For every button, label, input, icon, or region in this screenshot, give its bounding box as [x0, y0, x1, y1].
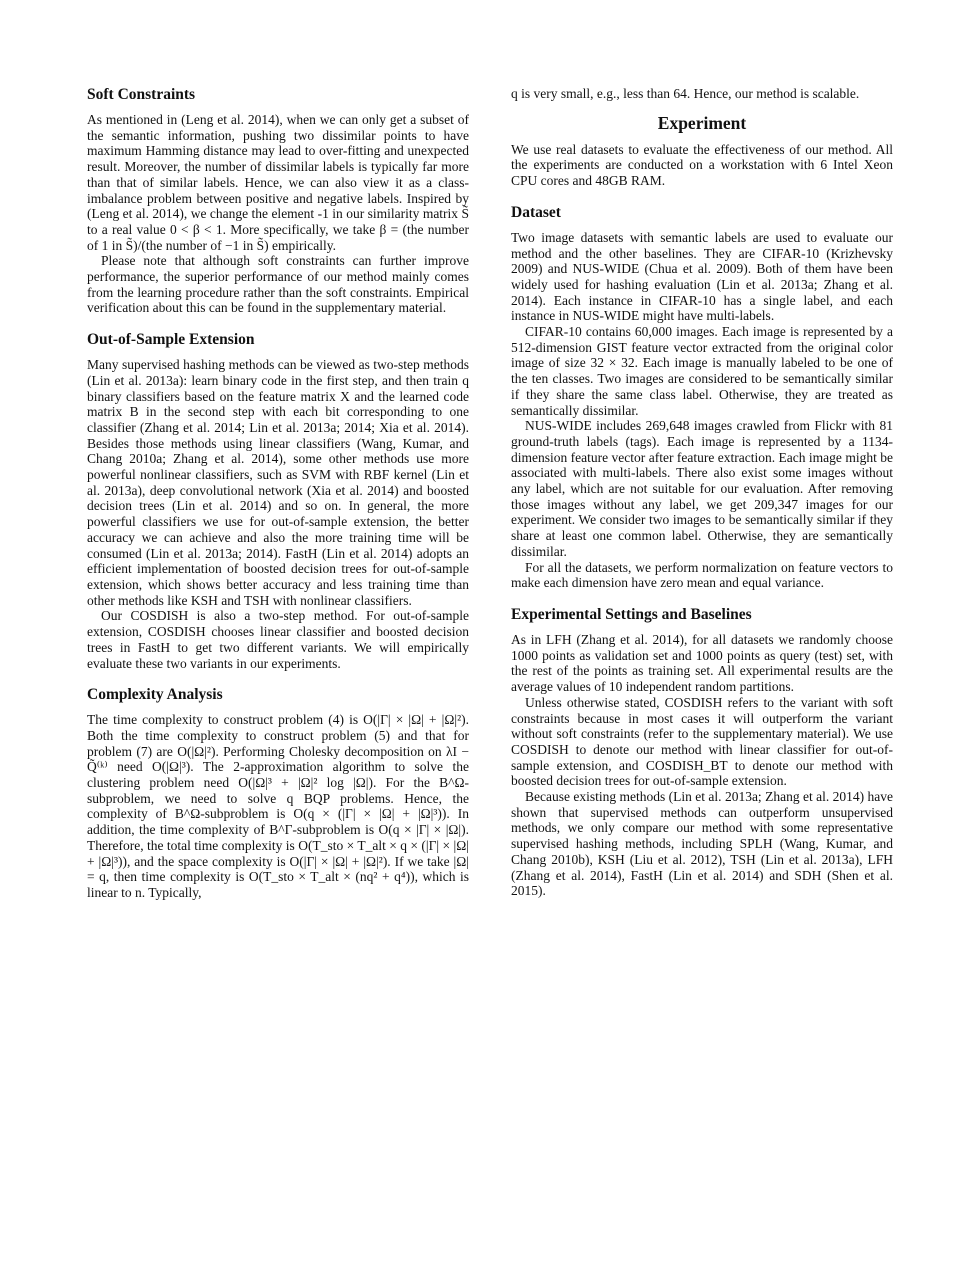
paragraph: CIFAR-10 contains 60,000 images. Each image is represented by a 512-dimension GIST feature vector extracted from the original color image of size 32 × 32. Each image is manually labeled to be one of the ten classes. Two images are considered to be semantically similar if they share the same class label. Otherwise, they are treated as semantically dissimilar.: [511, 324, 893, 418]
section-title-soft-constraints: Soft Constraints: [87, 86, 196, 103]
paragraph: q is very small, e.g., less than 64. Hence, our method is scalable.: [511, 86, 860, 101]
paragraph: As in LFH (Zhang et al. 2014), for all datasets we randomly choose 1000 points as validation set and 1000 points as query (test) set, with the rest of the points as training set. All experimental results are the average values of 10 independent random partitions.: [511, 631, 893, 695]
right-column: [511, 86, 893, 899]
paragraph: Two image datasets with semantic labels are used to evaluate our method and the other baselines. They are CIFAR-10 (Krizhevsky 2009) and NUS-WIDE (Chua et al. 2009). Both of them have been widely used for hashing evaluation (Lin et al. 2013a; Zhang et al. 2014). Each instance in CIFAR-10 has a single label, and each instance in NUS-WIDE might have multi-labels.: [511, 229, 893, 324]
section-title-dataset: Dataset: [511, 203, 561, 221]
paragraph: For all the datasets, we perform normalization on feature vectors to make each dimension have zero mean and equal variance.: [511, 559, 893, 591]
paragraph: Please note that although soft constraints can further improve performance, the superior performance of our method mainly comes from the learning procedure rather than the soft constraints. Empirical verification about this can be found in the supplementary material.: [87, 253, 469, 316]
paragraph: Unless otherwise stated, COSDISH refers to the variant with soft constraints because in most cases it will outperform the variant without soft constraints (refer to the supplementary material). We use COSDISH to denote our method with linear classifier for out-of-sample extension, and COSDISH_BT to denote our method with boosted decision trees for out-of-sample extension.: [511, 694, 893, 789]
paragraph: As mentioned in (Leng et al. 2014), when we can only get a subset of the semantic information, pushing two dissimilar points to have maximum Hamming distance may lead to over-fitting and unexpected result. Moreover, the number of dissimilar labels is typically far more than that of similar labels. Hence, we can also view it as a class-imbalance problem between positive and negative labels. Inspired by (Leng et al. 2014), we change the element -1 in our similarity matrix S̃ to a real value 0 < β < 1. More specifically, we take β = (the number of 1 in S̃)/(the number of −1 in S̃) empirically.: [87, 112, 469, 253]
section-title-out-of-sample: Out-of-Sample Extension: [87, 331, 255, 349]
paragraph: Many supervised hashing methods can be viewed as two-step methods (Lin et al. 2013a): learn binary code in the first step, and then train q binary classifiers based on the feature matrix X and the learned code matrix B in the second step with each bit corresponding to one classifier (Zhang et al. 2014; Lin et al. 2013a; 2014; Xia et al. 2014). Besides those methods using linear classifiers (Wang, Kumar, and Chang 2010a; Zhang et al. 2014), some other methods use more powerful nonlinear classifiers, such as SVM with RBF kernel (Lin et al. 2013a), deep convolutional network (Xia et al. 2014) and boosted decision trees (Lin et al. 2014) and so on. In general, the more powerful classifiers we use for out-of-sample extension, the better accuracy we can achieve and also the more training time will be consumed (Lin et al. 2013a; 2014). FastH (Lin et al. 2014) adopts an efficient implementation of boosted decision trees for out-of-sample extension, which shows better accuracy and less training time than other methods like KSH and TSH with nonlinear classifiers.: [87, 357, 469, 608]
section-title-settings: Experimental Settings and Baselines: [511, 605, 752, 623]
section-title-experiment: Experiment: [657, 112, 747, 133]
paragraph: Our COSDISH is also a two-step method. For out-of-sample extension, COSDISH chooses linear classifier and boosted decision trees in FastH to get two different variants. We will empirically evaluate these two variants in our experiments.: [87, 608, 469, 671]
section-title-complexity: Complexity Analysis: [87, 686, 223, 704]
paragraph: NUS-WIDE includes 269,648 images crawled from Flickr with 81 ground-truth labels (tags). Each image is represented by a 1134-dimension feature vector after feature extraction. Each image might be associated with multi-labels. There also exist some images without any label, which are not suitable for our evaluation. After removing those images without any label, we get 209,347 images for our experiment. We consider two images to be semantically similar if they share at least one common label. Otherwise, they are semantically dissimilar.: [511, 418, 893, 559]
paragraph: We use real datasets to evaluate the effectiveness of our method. All the experiments are conducted on a workstation with 6 Intel Xeon CPU cores and 48GB RAM.: [511, 141, 893, 189]
paragraph: Because existing methods (Lin et al. 2013a; Zhang et al. 2014) have shown that supervised methods can outperform unsupervised methods, we only compare our method with some representative supervised hashing methods, including SPLH (Wang, Kumar, and Chang 2010b), KSH (Liu et al. 2012), TSH (Lin et al. 2013a), LFH (Zhang et al. 2014), FastH (Lin et al. 2014) and SDH (Shen et al. 2015).: [511, 789, 893, 899]
paragraph: The time complexity to construct problem (4) is O(|Γ| × |Ω| + |Ω|²). Both the time complexity to construct problem (5) and that for problem (7) are O(|Ω|²). Performing Cholesky decomposition on λI − Q̃⁽ᵏ⁾ need O(|Ω|³). The 2-approximation algorithm to solve the clustering problem need O(|Ω|³ + |Ω|² log |Ω|). For the B^Ω-subproblem, we need to solve q BQP problems. Hence, the complexity of B^Ω-subproblem is O(q × (|Γ| × |Ω| + |Ω|³)). In addition, the time complexity of B^Γ-subproblem is O(q × |Γ| × |Ω|). Therefore, the total time complexity is O(T_sto × T_alt × q × (|Γ| × |Ω| + |Ω|³)), and the space complexity is O(|Γ| × |Ω| + |Ω|²). If we take |Ω| = q, then time complexity is O(T_sto × T_alt × (nq² + q⁴)), which is linear to n. Typically,: [87, 712, 469, 900]
left-column: [87, 86, 469, 901]
